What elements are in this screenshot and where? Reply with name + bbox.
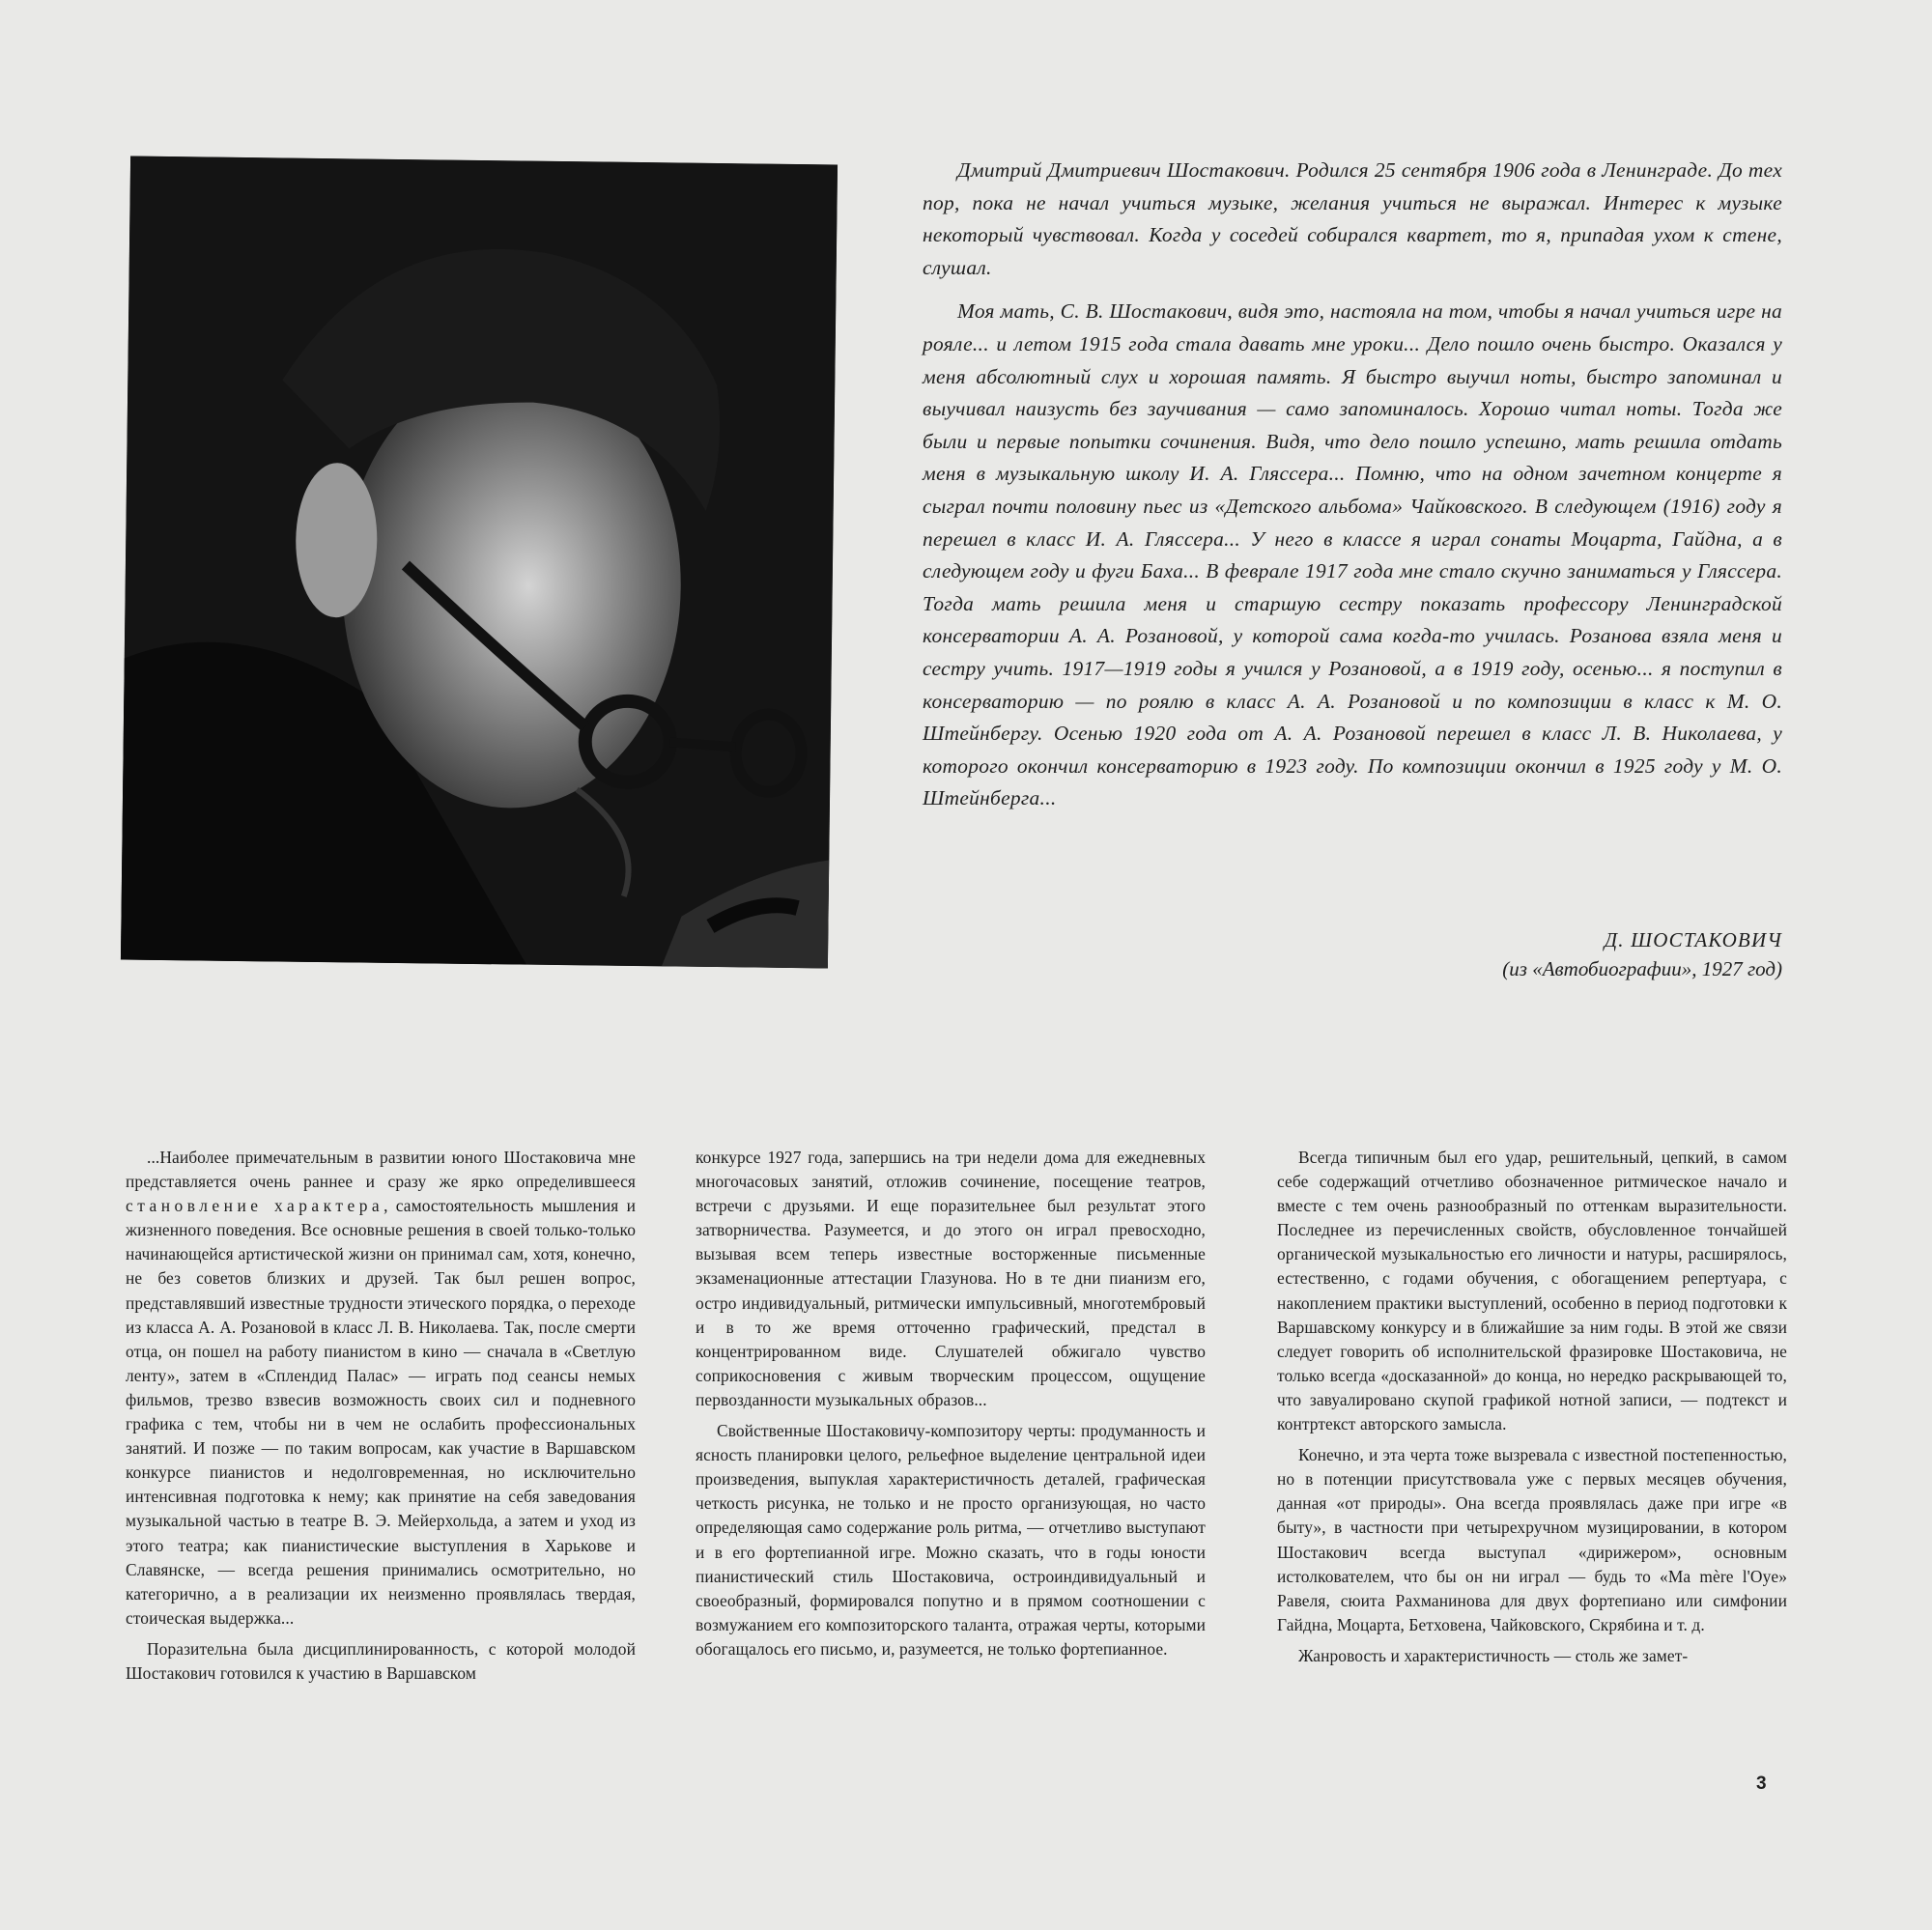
signature-block xyxy=(1256,925,1782,983)
essay-column-1 xyxy=(126,1146,636,1692)
page-number: 3 xyxy=(1756,1774,1767,1794)
essay-emphasis: становление характера xyxy=(126,1196,384,1216)
signature-source: (из «Автобиографии», 1927 год) xyxy=(1502,957,1782,980)
essay-paragraph: конкурсе 1927 года, запершись на три недели дома для ежедневных многочасовых занятий, отложив сочинение, посещение театров, встречи с друзьями. И еще поразительнее был результат этого затворничества. Разумеется, и до этого он играл превосходно, вызывая всем теперь известные восторженные письменные экзаменационные аттестации Глазунова. Но в те дни пианизм его, остро индивидуальный, ритмически импульсивный, многотембровый и в то же время отточенно графический, предстал в концентрированном виде. Слушателей обжигало чувство соприкосновения с живым творческим процессом, ощущение первозданности музыкальных образов... xyxy=(696,1148,1206,1409)
autobiography-paragraph: Моя мать, С. В. Шостакович, видя это, настояла на том, чтобы я начал учиться игре на рояле... и летом 1915 года стала давать мне уроки... Дело пошло очень быстро. Оказался у меня абсолютный слух и хорошая память. Я быстро выучил ноты, быстро запоминал и выучивал наизусть без заучивания — само запоминалось. Хорошо читал ноты. Тогда же были и первые попытки сочинения. Видя, что дело пошло успешно, мать решила отдать меня в музыкальную школу И. А. Гляссера... Помню, что на одном зачетном концерте я сыграл почти половину пьес из «Детского альбома» Чайковского. В следующем (1916) году я перешел в класс И. А. Гляссера... У него в классе я играл сонаты Моцарта, Гайдна, а в следующем году и фуги Баха... В феврале 1917 года мне стало скучно заниматься у Гляссера. Тогда мать решила меня и старшую сестру показать профессору Ленинградской консерватории А. А. Розановой, у которой сама когда-то училась. Розанова взяла меня и сестру учить. 1917—1919 годы я учился у Розановой, а в 1919 году, осенью... я поступил в консерваторию — по роялю в класс А. А. Розановой и по композиции в класс к М. О. Штейнбергу. Осенью 1920 года от А. А. Розановой перешел в класс Л. В. Николаева, у которого окончил консерваторию в 1923 году. По композиции окончил в 1925 году у М. О. Штейнберга... xyxy=(923,299,1782,810)
essay-text: , самостоятельность мышления и жизненного поведения. Все основные решения в своей только-только начинающейся артистической жизни он принимал сам, хотя, конечно, не без советов близких и друзей. Так был решен вопрос, представлявший известные трудности этического порядка, о переходе из класса А. А. Розановой в класс Л. В. Николаева. Так, после смерти отца, он пошел на работу пианистом в кино — сначала в «Светлую ленту», затем в «Сплендид Палас» — играть под сеансы немых фильмов, трезво взвесив возможность своих сил и подневного графика с тем, чтобы ни в чем не ослабить профессиональных занятий. И позже — по таким вопросам, как участие в Варшавском конкурсе пианистов и недолговременная, но исключительно интенсивная подготовка к нему; как принятие на себя заведования музыкальной частью в театре В. Э. Мейерхольда, а затем и уход из этого театра; как пианистические выступления в Харькове и Славянске, — всегда решения принимались осмотрительно, но категорично, а в реализации их неизменно проявлялась твердая, стоическая выдержка... xyxy=(126,1196,636,1628)
autobiography-excerpt xyxy=(923,155,1782,827)
portrait-photo xyxy=(121,156,838,969)
essay-paragraph: Поразительна была дисциплинированность, с которой молодой Шостакович готовился к участию в Варшавском xyxy=(126,1638,636,1683)
essay-paragraph: Всегда типичным был его удар, решительный, цепкий, в самом себе содержащий отчетливо обозначенное ритмическое начало и вместе с тем очень разнообразный по оттенкам выразительности. Последнее из перечисленных свойств, обусловленное тончайшей органической музыкальностью его личности и натуры, расширялось, естественно, с годами обучения, с обогащением репертуара, с накоплением практики выступлений, особенно в период подготовки к Варшавскому конкурсу и в ближайшие за ним годы. В этой же связи следует говорить об исполнительской фразировке Шостаковича, не только всегда «досказанной» до конца, но нередко раскрывающей то, что завуалировано скупой графикой нотной записи, — подтекст и контртекст авторского замысла. xyxy=(1277,1148,1787,1434)
essay-column-3 xyxy=(1277,1146,1787,1675)
essay-paragraph: Свойственные Шостаковичу-композитору черты: продуманность и ясность планировки целого, рельефное выделение центральной идеи произведения, выпуклая характеристичность деталей, графическая четкость рисунка, не только и не просто организующая, но часто определяющая само содержание роль ритма, — отчетливо выступают и в его фортепианной игре. Можно сказать, что в годы юности пианистический стиль Шостаковича, остроиндивидуальный и своеобразный, формировался попутно и в прямом соотношении с возмужанием его композиторского таланта, отражая черты, которыми обогащалось его письмо, и, разумеется, не только фортепианное. xyxy=(696,1421,1206,1659)
essay-column-2 xyxy=(696,1146,1206,1668)
essay-text: ...Наиболее примечательным в развитии юного Шостаковича мне представляется очень раннее и сразу же ярко определившееся xyxy=(126,1148,636,1192)
essay-paragraph: Жанровость и характеристичность — столь же замет- xyxy=(1298,1645,1689,1665)
essay-paragraph xyxy=(126,1146,636,1631)
signature-name: Д. ШОСТАКОВИЧ xyxy=(1604,928,1782,951)
essay-paragraph: Конечно, и эта черта тоже вызревала с известной постепенностью, но в потенции присутствовала уже с первых месяцев обучения, данная «от природы». Она всегда проявлялась даже при игре «в быту», в частности при четырехручном музицировании, в котором Шостакович всегда выступал «дирижером», основным истолкователем, что бы он ни играл — будь то «Ma mère l'Oye» Равеля, сюита Рахманинова для двух фортепиано или симфонии Гайдна, Моцарта, Бетховена, Чайковского, Скрябина и т. д. xyxy=(1277,1445,1787,1634)
autobiography-paragraph: Дмитрий Дмитриевич Шостакович. Родился 25 сентября 1906 года в Ленинграде. До тех пор, пока не начал учиться музыке, желания учиться не выражал. Интерес к музыке некоторый чувствовал. Когда у соседей собирался квартет, то я, припадая ухом к стене, слушал. xyxy=(923,158,1782,279)
portrait-illustration xyxy=(121,156,838,969)
